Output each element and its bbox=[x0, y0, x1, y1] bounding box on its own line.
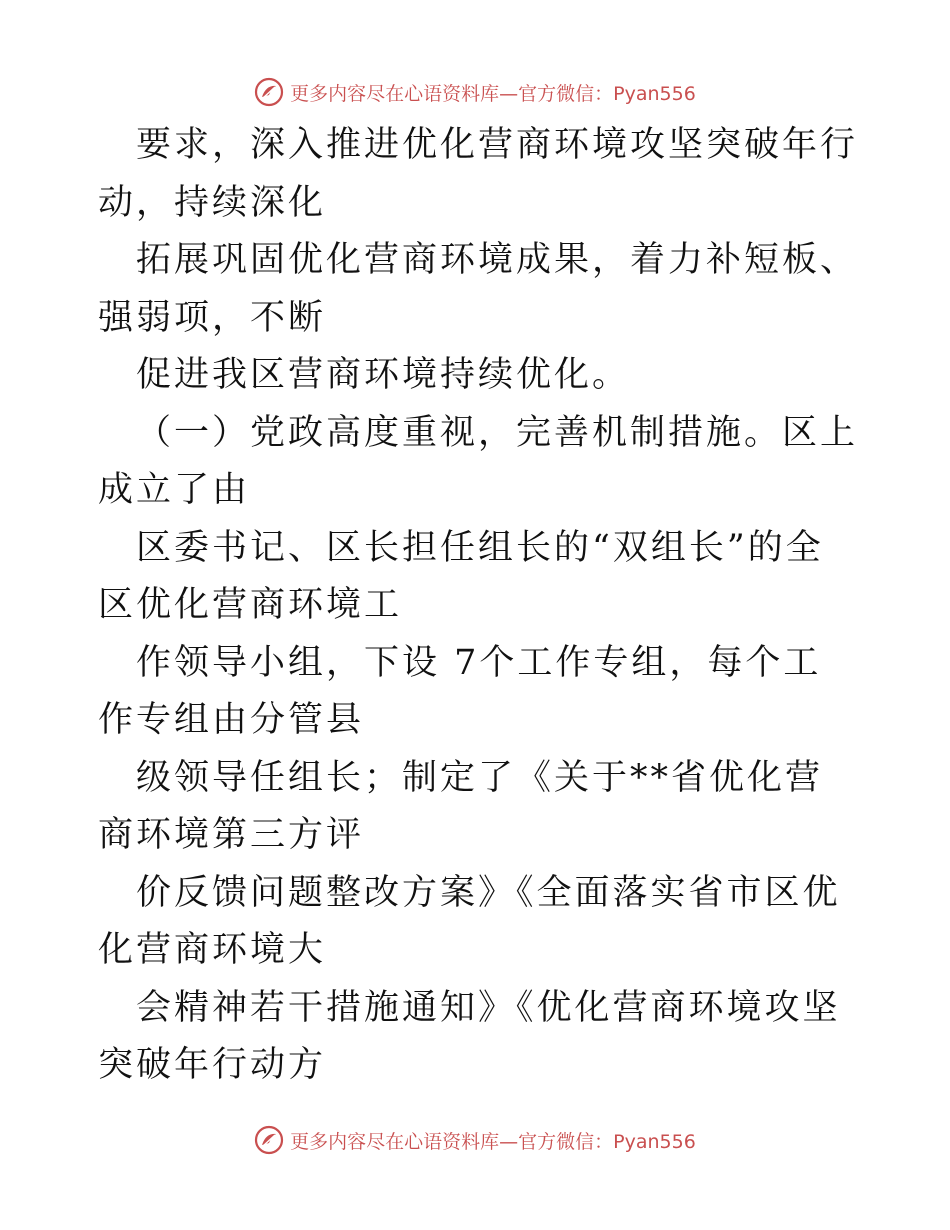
paragraph-8: 价反馈问题整改方案》《全面落实省市区优化营商环境大 bbox=[98, 872, 841, 970]
paragraph-9: 会精神若干措施通知》《优化营商环境攻坚突破年行动方 bbox=[98, 987, 841, 1085]
document-body bbox=[98, 117, 858, 1095]
paragraph-6: 作领导小组，下设 7个工作专组，每个工作专组由分管县 bbox=[98, 642, 822, 740]
paragraph-1: 要求，深入推进优化营商环境攻坚突破年行动，持续深化 bbox=[98, 125, 859, 223]
header-banner bbox=[0, 70, 950, 114]
brand-logo-icon bbox=[254, 77, 284, 107]
paragraph-4: （一）党政高度重视，完善机制措施。区上成立了由 bbox=[98, 412, 859, 510]
paragraph-3: 促进我区营商环境持续优化。 bbox=[136, 355, 631, 395]
footer-banner bbox=[0, 1118, 950, 1162]
brand-logo-icon bbox=[254, 1125, 284, 1155]
paragraph-2: 拓展巩固优化营商环境成果，着力补短板、强弱项，不断 bbox=[98, 240, 859, 338]
footer-banner-text: 更多内容尽在心语资料库—官方微信：Pyan556 bbox=[290, 1130, 696, 1153]
header-banner-text: 更多内容尽在心语资料库—官方微信：Pyan556 bbox=[290, 82, 696, 105]
paragraph-5: 区委书记、区长担任组长的“双组长”的全区优化营商环境工 bbox=[98, 527, 824, 625]
paragraph-7: 级领导任组长；制定了《关于**省优化营商环境第三方评 bbox=[98, 757, 824, 855]
